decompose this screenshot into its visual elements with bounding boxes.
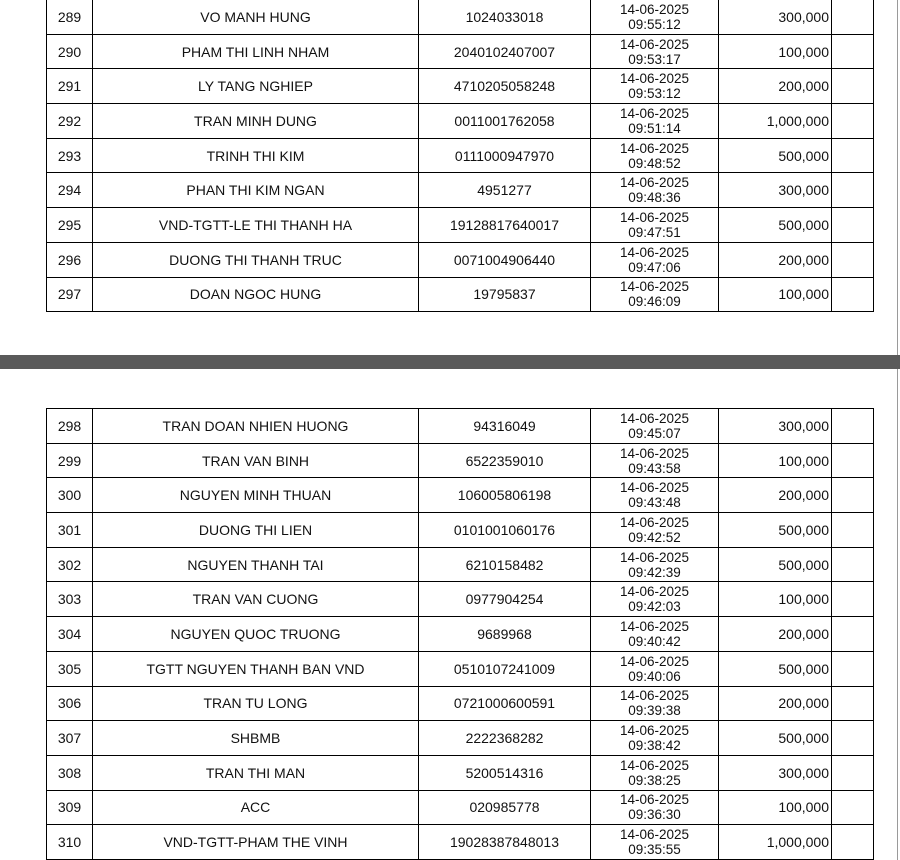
row-number: 294 (47, 173, 93, 208)
sender-name: PHAN THI KIM NGAN (93, 173, 419, 208)
table-row (47, 686, 874, 721)
transaction-date: 14-06-2025 (619, 1, 690, 17)
amount: 200,000 (719, 69, 832, 104)
account-number: 6210158482 (419, 547, 591, 582)
note-cell (832, 721, 874, 756)
transaction-time: 09:53:17 (628, 51, 681, 67)
table-row (47, 547, 874, 582)
account-number: 19795837 (419, 277, 591, 312)
transaction-datetime (591, 173, 719, 208)
table-row (47, 651, 874, 686)
transaction-time: 09:42:39 (628, 564, 681, 580)
transaction-time: 09:48:36 (628, 190, 681, 206)
note-cell (832, 208, 874, 243)
note-cell (832, 825, 874, 860)
transaction-date: 14-06-2025 (619, 480, 690, 496)
account-number: 9689968 (419, 617, 591, 652)
row-number: 307 (47, 721, 93, 756)
note-cell (832, 755, 874, 790)
note-cell (832, 34, 874, 69)
table-row (47, 617, 874, 652)
account-number: 4951277 (419, 173, 591, 208)
transaction-datetime (591, 0, 719, 34)
account-number: 2040102407007 (419, 34, 591, 69)
row-number: 291 (47, 69, 93, 104)
transaction-datetime (591, 242, 719, 277)
sender-name: NGUYEN THANH TAI (93, 547, 419, 582)
sender-name: TRAN DOAN NHIEN HUONG (93, 409, 419, 444)
sender-name: TGTT NGUYEN THANH BAN VND (93, 651, 419, 686)
row-number: 296 (47, 242, 93, 277)
sender-name: VND-TGTT-LE THI THANH HA (93, 208, 419, 243)
row-number: 303 (47, 582, 93, 617)
amount: 500,000 (719, 721, 832, 756)
transaction-time: 09:43:48 (628, 495, 681, 511)
transaction-date: 14-06-2025 (619, 653, 690, 669)
note-cell (832, 104, 874, 139)
amount: 200,000 (719, 242, 832, 277)
row-number: 302 (47, 547, 93, 582)
transaction-datetime (591, 138, 719, 173)
row-number: 308 (47, 755, 93, 790)
amount: 100,000 (719, 34, 832, 69)
row-number: 304 (47, 617, 93, 652)
amount: 500,000 (719, 208, 832, 243)
table-row (47, 173, 874, 208)
note-cell (832, 173, 874, 208)
account-number: 0011001762058 (419, 104, 591, 139)
transaction-datetime (591, 582, 719, 617)
row-number: 310 (47, 825, 93, 860)
note-cell (832, 478, 874, 513)
note-cell (832, 790, 874, 825)
amount: 100,000 (719, 443, 832, 478)
account-number: 0510107241009 (419, 651, 591, 686)
transaction-time: 09:47:51 (628, 224, 681, 240)
transaction-datetime (591, 104, 719, 139)
table-row (47, 104, 874, 139)
transaction-time: 09:48:52 (628, 155, 681, 171)
transaction-time: 09:38:42 (628, 738, 681, 754)
row-number: 295 (47, 208, 93, 243)
transaction-date: 14-06-2025 (619, 244, 690, 260)
table-row (47, 69, 874, 104)
table-row (47, 790, 874, 825)
table-body (47, 0, 874, 312)
account-number: 0111000947970 (419, 138, 591, 173)
transaction-date: 14-06-2025 (619, 688, 690, 704)
sender-name: TRAN VAN CUONG (93, 582, 419, 617)
transaction-date: 14-06-2025 (619, 71, 690, 87)
transaction-datetime (591, 825, 719, 860)
sender-name: LY TANG NGHIEP (93, 69, 419, 104)
transaction-datetime (591, 69, 719, 104)
row-number: 309 (47, 790, 93, 825)
account-number: 0101001060176 (419, 513, 591, 548)
account-number: 5200514316 (419, 755, 591, 790)
transaction-datetime (591, 617, 719, 652)
note-cell (832, 617, 874, 652)
amount: 500,000 (719, 513, 832, 548)
transaction-date: 14-06-2025 (619, 549, 690, 565)
transaction-time: 09:46:09 (628, 294, 681, 310)
account-number: 6522359010 (419, 443, 591, 478)
amount: 1,000,000 (719, 825, 832, 860)
transaction-datetime (591, 547, 719, 582)
sender-name: DOAN NGOC HUNG (93, 277, 419, 312)
amount: 200,000 (719, 617, 832, 652)
transaction-datetime (591, 478, 719, 513)
table-row (47, 34, 874, 69)
sender-name: TRINH THI KIM (93, 138, 419, 173)
transaction-time: 09:43:58 (628, 460, 681, 476)
transaction-date: 14-06-2025 (619, 514, 690, 530)
note-cell (832, 651, 874, 686)
transaction-time: 09:53:12 (628, 86, 681, 102)
amount: 500,000 (719, 138, 832, 173)
amount: 500,000 (719, 547, 832, 582)
transaction-datetime (591, 651, 719, 686)
document-page-2 (0, 369, 898, 860)
account-number: 19028387848013 (419, 825, 591, 860)
amount: 100,000 (719, 277, 832, 312)
transaction-date: 14-06-2025 (619, 410, 690, 426)
transaction-time: 09:38:25 (628, 772, 681, 788)
sender-name: TRAN VAN BINH (93, 443, 419, 478)
donation-table-page-1 (46, 0, 874, 312)
table-row (47, 208, 874, 243)
transaction-time: 09:51:14 (628, 120, 681, 136)
sender-name: TRAN THI MAN (93, 755, 419, 790)
note-cell (832, 443, 874, 478)
amount: 1,000,000 (719, 104, 832, 139)
transaction-time: 09:42:52 (628, 529, 681, 545)
row-number: 300 (47, 478, 93, 513)
donation-table-page-2 (46, 408, 874, 860)
row-number: 292 (47, 104, 93, 139)
transaction-datetime (591, 277, 719, 312)
row-number: 299 (47, 443, 93, 478)
transaction-date: 14-06-2025 (619, 140, 690, 156)
table-row (47, 277, 874, 312)
amount: 100,000 (719, 582, 832, 617)
transaction-date: 14-06-2025 (619, 723, 690, 739)
account-number: 94316049 (419, 409, 591, 444)
sender-name: DUONG THI LIEN (93, 513, 419, 548)
account-number: 19128817640017 (419, 208, 591, 243)
sender-name: SHBMB (93, 721, 419, 756)
amount: 200,000 (719, 478, 832, 513)
row-number: 305 (47, 651, 93, 686)
transaction-date: 14-06-2025 (619, 279, 690, 295)
transaction-date: 14-06-2025 (619, 175, 690, 191)
sender-name: VND-TGTT-PHAM THE VINH (93, 825, 419, 860)
transaction-datetime (591, 721, 719, 756)
note-cell (832, 242, 874, 277)
sender-name: TRAN TU LONG (93, 686, 419, 721)
transaction-time: 09:40:42 (628, 633, 681, 649)
transaction-date: 14-06-2025 (619, 209, 690, 225)
amount: 100,000 (719, 790, 832, 825)
row-number: 289 (47, 0, 93, 34)
transaction-time: 09:36:30 (628, 807, 681, 823)
account-number: 4710205058248 (419, 69, 591, 104)
table-row (47, 478, 874, 513)
document-page-1 (0, 0, 898, 355)
transaction-date: 14-06-2025 (619, 584, 690, 600)
transaction-time: 09:40:06 (628, 668, 681, 684)
transaction-datetime (591, 790, 719, 825)
transaction-datetime (591, 208, 719, 243)
note-cell (832, 547, 874, 582)
account-number: 106005806198 (419, 478, 591, 513)
transaction-time: 09:47:06 (628, 259, 681, 275)
transaction-time: 09:35:55 (628, 842, 681, 858)
transaction-datetime (591, 755, 719, 790)
amount: 300,000 (719, 0, 832, 34)
transaction-time: 09:42:03 (628, 599, 681, 615)
account-number: 0977904254 (419, 582, 591, 617)
note-cell (832, 69, 874, 104)
table-row (47, 242, 874, 277)
table-body (47, 409, 874, 860)
sender-name: ACC (93, 790, 419, 825)
table-row (47, 582, 874, 617)
table-row (47, 825, 874, 860)
sender-name: PHAM THI LINH NHAM (93, 34, 419, 69)
amount: 200,000 (719, 686, 832, 721)
transaction-datetime (591, 34, 719, 69)
table-row (47, 409, 874, 444)
table-row (47, 755, 874, 790)
amount: 300,000 (719, 409, 832, 444)
row-number: 298 (47, 409, 93, 444)
account-number: 0721000600591 (419, 686, 591, 721)
amount: 300,000 (719, 755, 832, 790)
transaction-date: 14-06-2025 (619, 827, 690, 843)
note-cell (832, 277, 874, 312)
row-number: 297 (47, 277, 93, 312)
row-number: 293 (47, 138, 93, 173)
transaction-date: 14-06-2025 (619, 445, 690, 461)
transaction-datetime (591, 409, 719, 444)
note-cell (832, 409, 874, 444)
sender-name: NGUYEN MINH THUAN (93, 478, 419, 513)
transaction-date: 14-06-2025 (619, 792, 690, 808)
row-number: 306 (47, 686, 93, 721)
sender-name: DUONG THI THANH TRUC (93, 242, 419, 277)
note-cell (832, 513, 874, 548)
transaction-date: 14-06-2025 (619, 36, 690, 52)
note-cell (832, 582, 874, 617)
account-number: 020985778 (419, 790, 591, 825)
transaction-datetime (591, 513, 719, 548)
amount: 300,000 (719, 173, 832, 208)
account-number: 2222368282 (419, 721, 591, 756)
note-cell (832, 686, 874, 721)
transaction-datetime (591, 686, 719, 721)
transaction-datetime (591, 443, 719, 478)
table-row (47, 513, 874, 548)
transaction-time: 09:39:38 (628, 703, 681, 719)
transaction-time: 09:45:07 (628, 425, 681, 441)
row-number: 301 (47, 513, 93, 548)
table-row (47, 0, 874, 34)
table-row (47, 721, 874, 756)
note-cell (832, 0, 874, 34)
sender-name: TRAN MINH DUNG (93, 104, 419, 139)
note-cell (832, 138, 874, 173)
transaction-date: 14-06-2025 (619, 757, 690, 773)
transaction-time: 09:55:12 (628, 16, 681, 32)
table-row (47, 138, 874, 173)
account-number: 0071004906440 (419, 242, 591, 277)
amount: 500,000 (719, 651, 832, 686)
page-separator (0, 355, 900, 369)
sender-name: NGUYEN QUOC TRUONG (93, 617, 419, 652)
row-number: 290 (47, 34, 93, 69)
account-number: 1024033018 (419, 0, 591, 34)
transaction-date: 14-06-2025 (619, 105, 690, 121)
table-row (47, 443, 874, 478)
transaction-date: 14-06-2025 (619, 618, 690, 634)
sender-name: VO MANH HUNG (93, 0, 419, 34)
